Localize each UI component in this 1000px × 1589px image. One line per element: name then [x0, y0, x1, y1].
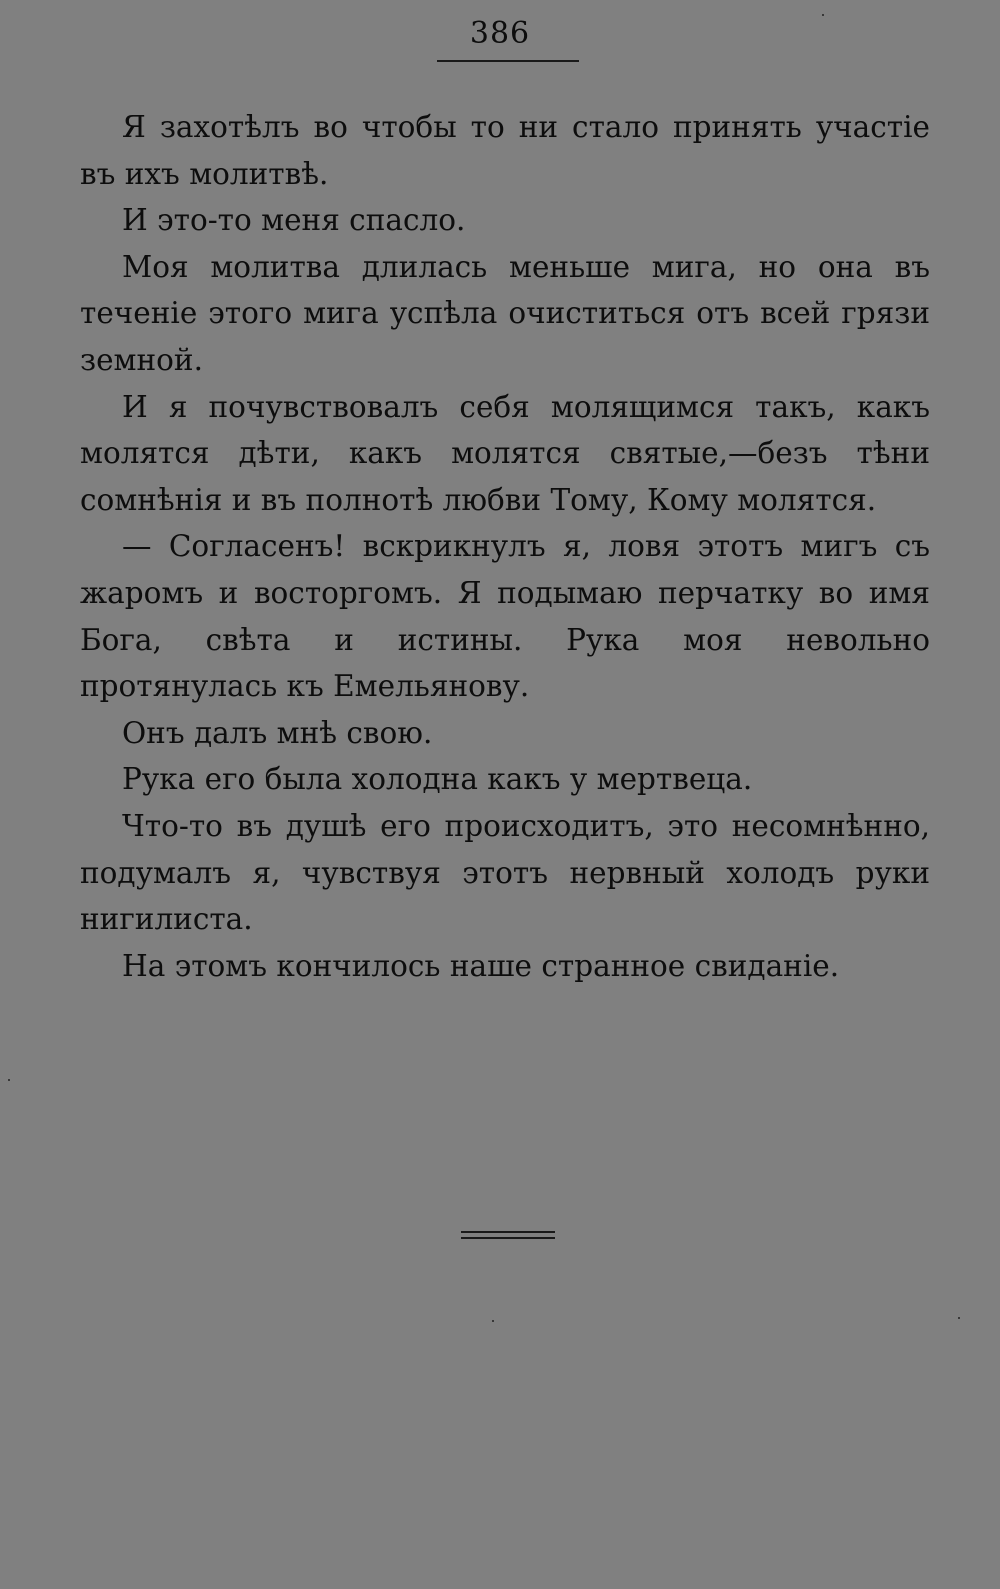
- page-number: 386: [469, 16, 531, 51]
- paragraph: Я захотѣлъ во чтобы то ни стало принять участіе въ ихъ молитвѣ.: [80, 110, 930, 191]
- scan-speck: [492, 1320, 494, 1322]
- paragraph: И это-то меня спасло.: [122, 203, 466, 238]
- end-rule-line: [461, 1237, 555, 1239]
- paragraph: На этомъ кончилось наше странное свиданіе.: [122, 948, 840, 983]
- body-text: [80, 104, 930, 989]
- paragraph: — Согласенъ! вскрикнулъ я, ловя этотъ мигъ съ жаромъ и восторгомъ. Я подымаю перчатку во имя Бога, свѣта и истины. Рука моя невольно протянулась къ Емельянову.: [80, 529, 930, 704]
- paragraph: Онъ далъ мнѣ свою.: [122, 715, 433, 750]
- scan-speck: [958, 1317, 960, 1319]
- header-rule: [437, 60, 579, 62]
- scan-speck: [822, 14, 824, 16]
- scan-speck: [8, 1079, 10, 1081]
- paragraph: Что-то въ душѣ его происходитъ, это несомнѣнно, подумалъ я, чувствуя этотъ нервный холодъ руки нигилиста.: [80, 808, 930, 937]
- paragraph: И я почувствовалъ себя молящимся такъ, какъ молятся дѣти, какъ молятся святые,—безъ тѣни сомнѣнія и въ полнотѣ любви Тому, Кому молятся.: [80, 389, 930, 517]
- paragraph: Моя молитва длилась меньше мига, но она въ теченіе этого мига успѣла очиститься отъ всей грязи земной.: [80, 249, 930, 377]
- end-rule-line: [461, 1231, 555, 1233]
- paragraph: Рука его была холодна какъ у мертвеца.: [122, 762, 753, 797]
- end-ornament-rule: [461, 1231, 555, 1240]
